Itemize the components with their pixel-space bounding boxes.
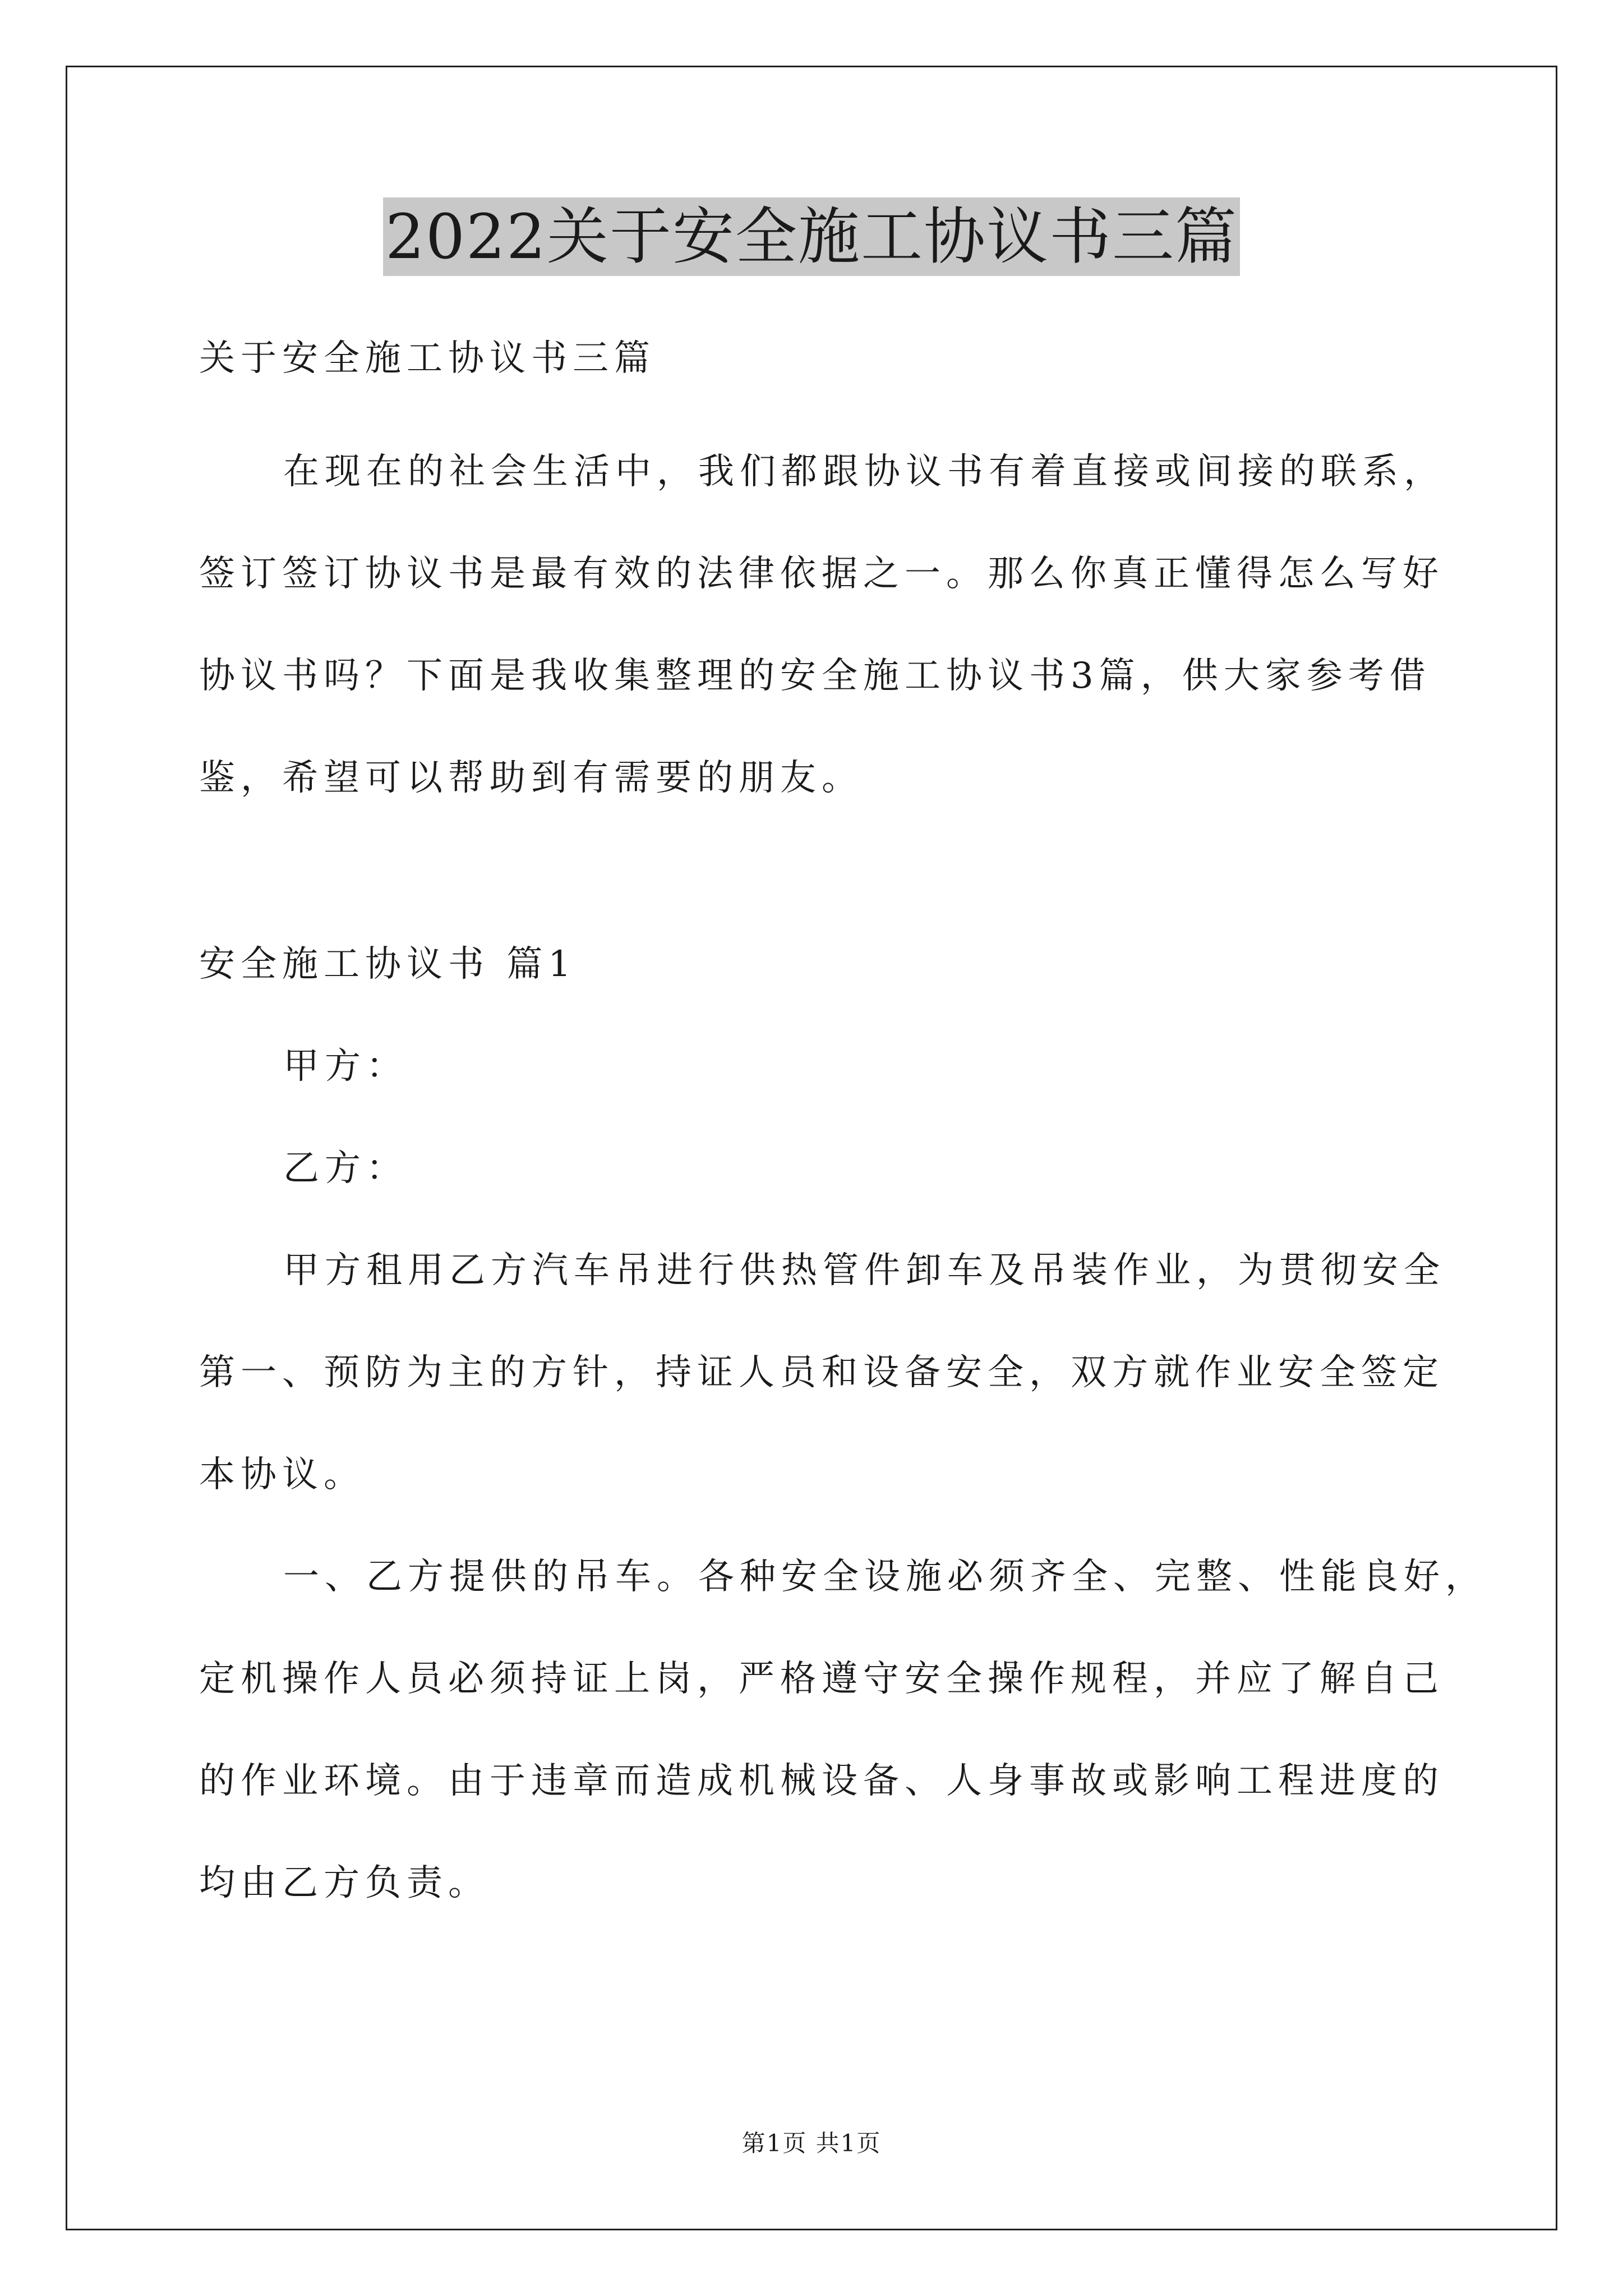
subtitle: 关于安全施工协议书三篇 [199, 338, 656, 379]
document-title: 2022关于安全施工协议书三篇 [383, 197, 1240, 276]
intro-line: 在现在的社会生活中，我们都跟协议书有着直接或间接的联系， [283, 451, 1445, 493]
document-body [199, 307, 1487, 1934]
paragraph-line: 一、乙方提供的吊车。各种安全设施必须齐全、完整、性能良好， [283, 1556, 1487, 1598]
spacer [199, 829, 1433, 913]
party-a-label: 甲方： [283, 1046, 408, 1087]
paragraph-line: 的作业环境。由于违章而造成机械设备、人身事故或影响工程进度的 [199, 1760, 1444, 1802]
paragraph-line: 本协议。 [199, 1454, 365, 1496]
paragraph-line: 定机操作人员必须持证上岗，严格遵守安全操作规程，并应了解自己 [199, 1658, 1444, 1700]
intro-line: 鉴，希望可以帮助到有需要的朋友。 [199, 757, 863, 799]
paragraph-line: 甲方租用乙方汽车吊进行供热管件卸车及吊装作业，为贯彻安全 [283, 1250, 1445, 1291]
intro-line: 协议书吗？下面是我收集整理的安全施工协议书3篇，供大家参考借 [199, 655, 1431, 697]
party-b-label: 乙方： [283, 1148, 408, 1189]
page-footer: 第1页 共1页 [741, 2129, 882, 2157]
spacer [199, 409, 1433, 421]
paragraph-line: 均由乙方负责。 [199, 1862, 490, 1904]
title-wrap [0, 197, 1623, 276]
section-heading: 安全施工协议书 篇1 [199, 944, 577, 985]
paragraph-line: 第一、预防为主的方针，持证人员和设备安全，双方就作业安全签定 [199, 1352, 1444, 1393]
intro-line: 签订签订协议书是最有效的法律依据之一。那么你真正懂得怎么写好 [199, 553, 1444, 595]
